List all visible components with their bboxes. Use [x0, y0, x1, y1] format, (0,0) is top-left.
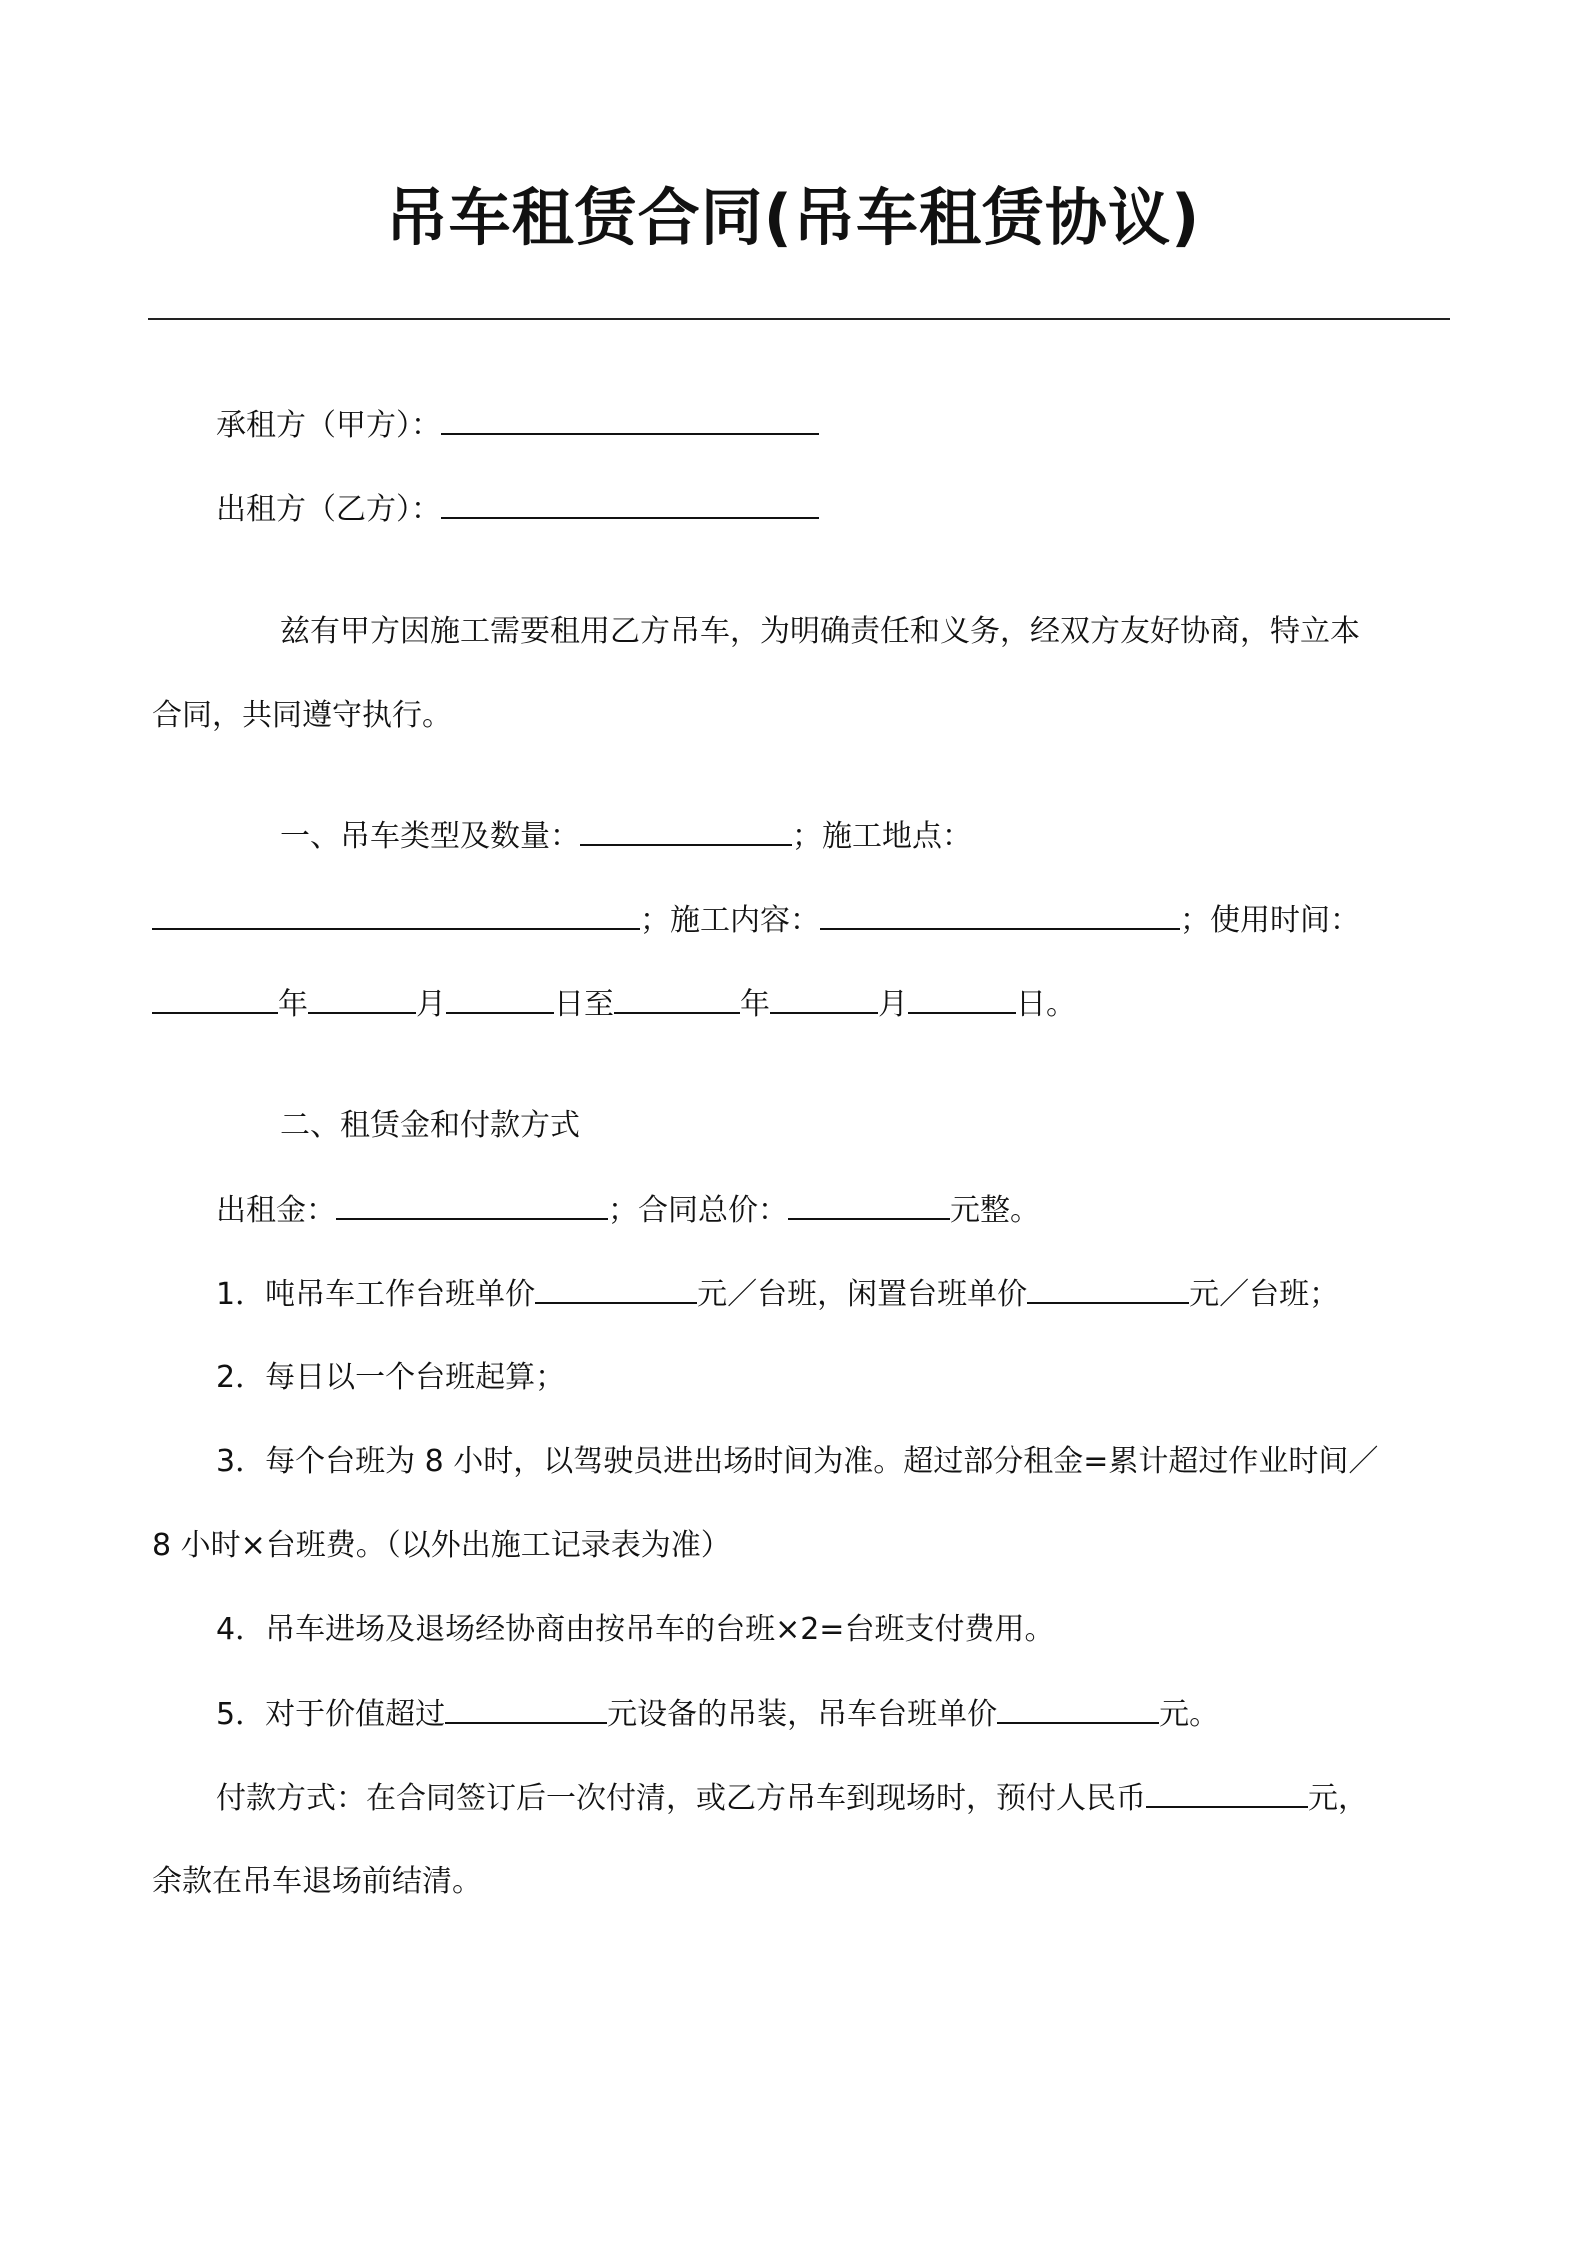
item5-text-b: 元设备的吊装，吊车台班单价 [607, 1697, 998, 1732]
item-1 [216, 1274, 1454, 1315]
total-blank[interactable] [788, 1190, 950, 1220]
period-label: ；使用时间： [1180, 903, 1360, 938]
crane-type-blank[interactable] [580, 816, 792, 846]
item-3-line-2: 8 小时×台班费。（以外出施工记录表为准） [152, 1528, 731, 1563]
site-label: ；施工地点： [792, 819, 972, 854]
idle-rate-blank[interactable] [1027, 1274, 1189, 1304]
content-label: ；施工内容： [640, 903, 820, 938]
rent-label: 出租金： [216, 1193, 336, 1228]
item1-text-a: 1．吨吊车工作台班单价 [216, 1277, 536, 1312]
rent-line [216, 1190, 1454, 1231]
start-year-blank[interactable] [152, 984, 278, 1014]
year-label-2: 年 [740, 987, 770, 1022]
party-a-line [216, 405, 1454, 446]
prepay-blank[interactable] [1146, 1778, 1308, 1808]
lift-rate-blank[interactable] [997, 1694, 1159, 1724]
start-month-blank[interactable] [308, 984, 416, 1014]
end-day-blank[interactable] [908, 984, 1016, 1014]
party-a-blank[interactable] [441, 405, 819, 435]
start-day-blank[interactable] [446, 984, 554, 1014]
total-label: ；合同总价： [608, 1193, 788, 1228]
party-a-label: 承租方（甲方）： [216, 408, 441, 443]
rent-blank[interactable] [336, 1190, 608, 1220]
document-title: 吊车租赁合同(吊车租赁协议) [385, 181, 1201, 254]
crane-type-label: 一、吊车类型及数量： [280, 819, 580, 854]
item-4: 4．吊车进场及退场经协商由按吊车的台班×2=台班支付费用。 [216, 1612, 1055, 1647]
party-b-line [216, 489, 1454, 530]
year-label: 年 [278, 987, 308, 1022]
payment-line-1 [216, 1778, 1454, 1819]
content-blank[interactable] [820, 900, 1180, 930]
section1-line-1 [280, 816, 1454, 857]
end-year-blank[interactable] [614, 984, 740, 1014]
day-to-label: 日至 [554, 987, 614, 1022]
day-end-label: 日。 [1016, 987, 1076, 1022]
work-rate-blank[interactable] [535, 1274, 697, 1304]
section1-line-3 [152, 984, 1454, 1025]
intro-line-2: 合同，共同遵守执行。 [152, 698, 452, 733]
item-3-line-1: 3．每个台班为 8 小时，以驾驶员进出场时间为准。超过部分租金=累计超过作业时间／ [216, 1444, 1379, 1479]
item-5 [216, 1694, 1454, 1735]
month-label-2: 月 [878, 987, 908, 1022]
item5-text-c: 元。 [1159, 1697, 1220, 1732]
item5-text-a: 5．对于价值超过 [216, 1697, 446, 1732]
title-divider [148, 318, 1450, 320]
item1-text-c: 元／台班； [1189, 1277, 1340, 1312]
equipment-value-blank[interactable] [445, 1694, 607, 1724]
total-suffix: 元整。 [950, 1193, 1040, 1228]
party-b-blank[interactable] [441, 489, 819, 519]
intro-line-1: 兹有甲方因施工需要租用乙方吊车，为明确责任和义务，经双方友好协商，特立本 [280, 614, 1360, 649]
section2-heading: 二、租赁金和付款方式 [280, 1108, 580, 1143]
section1-line-2 [152, 900, 1454, 941]
payment-text-b: 元， [1308, 1781, 1368, 1816]
site-blank[interactable] [152, 900, 640, 930]
end-month-blank[interactable] [770, 984, 878, 1014]
month-label: 月 [416, 987, 446, 1022]
payment-line-2: 余款在吊车退场前结清。 [152, 1864, 482, 1899]
party-b-label: 出租方（乙方）： [216, 492, 441, 527]
item-2: 2．每日以一个台班起算； [216, 1360, 566, 1395]
payment-text-a: 付款方式：在合同签订后一次付清，或乙方吊车到现场时，预付人民币 [216, 1781, 1146, 1816]
item1-text-b: 元／台班，闲置台班单价 [697, 1277, 1028, 1312]
